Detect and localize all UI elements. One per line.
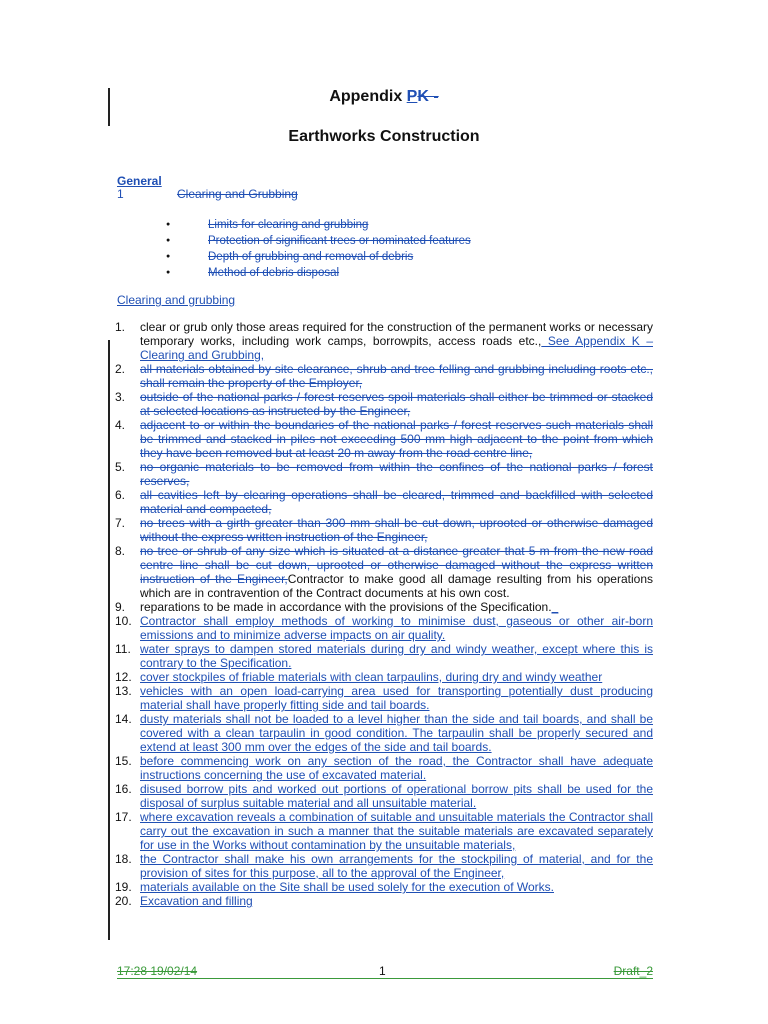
list-item-number: 7. (115, 516, 126, 530)
bullet-list (160, 217, 471, 281)
list-item-text: Excavation and filling (140, 894, 253, 908)
list-item-number: 2. (115, 362, 126, 376)
list-item (117, 754, 653, 782)
list-item (117, 810, 653, 852)
list-item-text: no organic materials to be removed from within the confines of the national parks / forest reserves, (140, 460, 653, 488)
section-1-heading (117, 187, 298, 201)
change-bar (108, 340, 110, 940)
list-item (117, 418, 653, 460)
list-item (117, 852, 653, 880)
list-item-number: 15. (115, 754, 132, 768)
list-item-number: 9. (115, 600, 126, 614)
list-item-number: 18. (115, 852, 132, 866)
list-item (117, 320, 653, 362)
list-item-number: 17. (115, 810, 132, 824)
title-deleted: K - (417, 88, 439, 105)
list-item (117, 600, 653, 614)
list-item-number: 13. (115, 684, 132, 698)
footer-page-number: 1 (379, 964, 386, 978)
list-item-text: outside of the national parks / forest reserves spoil materials shall either be trimmed or stacked at selected locations as instructed by the Engineer, (140, 390, 653, 418)
list-item (117, 362, 653, 390)
list-item-text: dusty materials shall not be loaded to a level higher than the side and tail boards, and shall be covered with a clean tarpaulin in good condition. The tarpaulin shall be properly secured and extend at least 300 mm over the edges of the side and tail boards. (140, 712, 653, 754)
list-item (117, 488, 653, 516)
list-item-text: Contractor shall employ methods of working to minimise dust, gaseous or other air-born emissions and to minimize adverse impacts on air quality. (140, 614, 653, 642)
list-item-text: clear or grub only those areas required for the construction of the permanent works or necessary temporary works, including work camps, borrowpits, access roads etc., (140, 320, 653, 348)
list-item-text: materials available on the Site shall be used solely for the execution of Works. (140, 880, 554, 894)
footer-draft-label: Draft_2 (613, 964, 653, 978)
general-heading: General (117, 174, 162, 188)
list-item-text: the Contractor shall make his own arrangements for the stockpiling of material, and for the provision of sites for this purpose, all to the approval of the Engineer, (140, 852, 653, 880)
list-item (117, 712, 653, 754)
list-item-text: water sprays to dampen stored materials during dry and windy weather, except where this is contrary to the Specification. (140, 642, 653, 670)
list-item (117, 544, 653, 600)
page-footer (117, 964, 653, 979)
bullet-item: ● Protection of significant trees or nominated features (160, 233, 471, 249)
list-item-text: vehicles with an open load-carrying area used for transporting potentially dust producing material shall have properly fitting side and tail boards. (140, 684, 653, 712)
list-item-text: before commencing work on any section of the road, the Contractor shall have adequate instructions concerning the use of excavated material. (140, 754, 653, 782)
list-item-text: all cavities left by clearing operations shall be cleared, trimmed and backfilled with selected material and compacted, (140, 488, 653, 516)
list-item-text: no tree or shrub of any size which is situated at a distance greater that 5 m from the new road centre line shall be cut down, uprooted or otherwise damaged without the express written instruction of the Engineer, (140, 544, 653, 586)
list-item-number: 20. (115, 894, 132, 908)
list-item-number: 12. (115, 670, 132, 684)
title-prefix: Appendix (329, 88, 407, 105)
list-item-text: Contractor to make good all damage resulting from his operations which are in contravention of the Contract documents at his own cost. (140, 572, 654, 600)
list-item-number: 1. (115, 320, 126, 334)
list-item-number: 3. (115, 390, 126, 404)
list-item-text: reparations to be made in accordance with the provisions of the Specification. (140, 600, 552, 614)
list-item-number: 10. (115, 614, 132, 628)
list-item (117, 670, 653, 684)
list-item-text: _ (551, 600, 559, 614)
list-item (117, 390, 653, 418)
page-title (0, 88, 768, 106)
list-item-number: 4. (115, 418, 126, 432)
list-item (117, 642, 653, 670)
list-item-number: 6. (115, 488, 126, 502)
list-item-text: See Appendix K – Clearing and Grubbing, (140, 334, 653, 362)
list-item-text: no trees with a girth greater than 300 mm shall be cut down, uprooted or otherwise damaged without the express written instruction of the Engineer, (140, 516, 653, 544)
list-item-text: all materials obtained by site clearance, shrub and tree felling and grubbing including roots etc., shall remain the property of the Employer, (140, 362, 653, 390)
page-subtitle: Earthworks Construction (288, 128, 480, 145)
bullet-item: ● Method of debris disposal (160, 265, 471, 281)
list-item-text: disused borrow pits and worked out portions of operational borrow pits shall be used for the disposal of surplus suitable material and all unsuitable material. (140, 782, 653, 810)
list-item (117, 460, 653, 488)
list-item-number: 19. (115, 880, 132, 894)
bullet-item: ● Limits for clearing and grubbing (160, 217, 471, 233)
list-item-text: adjacent to or within the boundaries of the national parks / forest reserves such materials shall be trimmed and stacked in piles not exceeding 500 mm high adjacent to the point from which they have been removed but at least 20 m away from the road centre line, (140, 418, 653, 460)
bullet-item: ● Depth of grubbing and removal of debris (160, 249, 471, 265)
title-inserted: P (406, 88, 418, 105)
list-item-text: where excavation reveals a combination of suitable and unsuitable materials the Contractor shall carry out the excavation in such a manner that the suitable materials are excavated separately for use in the Works without contamination by the unsuitable materials, (140, 810, 653, 852)
list-item-number: 11. (115, 642, 131, 656)
section-1-label: Clearing and Grubbing (177, 187, 298, 201)
list-item-text: cover stockpiles of friable materials with clean tarpaulins, during dry and windy weather (140, 670, 603, 684)
list-item-number: 14. (115, 712, 132, 726)
list-item-number: 5. (115, 460, 126, 474)
list-item (117, 880, 653, 894)
list-item (117, 782, 653, 810)
footer-timestamp: 17:28 19/02/14 (117, 964, 198, 978)
section-1-number: 1 (117, 187, 124, 201)
list-item (117, 516, 653, 544)
clearing-heading: Clearing and grubbing (117, 293, 236, 307)
list-item (117, 684, 653, 712)
list-item (117, 894, 653, 908)
list-item (117, 614, 653, 642)
numbered-list (117, 320, 653, 908)
list-item-number: 8. (115, 544, 126, 558)
list-item-number: 16. (115, 782, 132, 796)
